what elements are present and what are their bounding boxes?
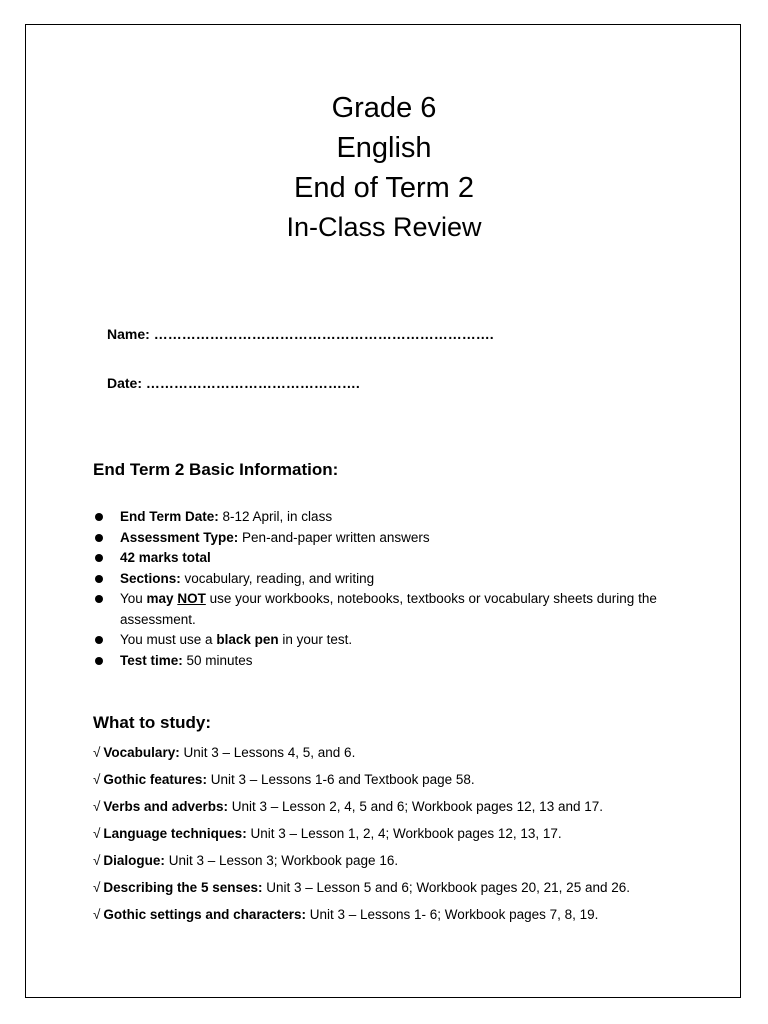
checkmark-icon: √	[93, 853, 101, 868]
item-bold: Vocabulary:	[103, 745, 180, 760]
list-item	[93, 630, 693, 651]
basic-info-heading: End Term 2 Basic Information:	[93, 460, 339, 479]
list-item	[93, 847, 713, 874]
name-blank: ……………………………………………………………….	[153, 326, 494, 342]
bullet-icon	[95, 636, 103, 644]
list-item	[93, 589, 693, 630]
bullet-icon	[95, 554, 103, 562]
item-text: in your test.	[278, 632, 353, 647]
list-item	[93, 901, 713, 928]
date-field	[107, 375, 360, 391]
item-bold: 42 marks total	[120, 550, 211, 565]
item-text: Pen-and-paper written answers	[238, 529, 430, 545]
title-grade: Grade 6	[331, 92, 437, 124]
list-item	[93, 766, 713, 793]
item-bold: Test time:	[120, 652, 183, 668]
list-item	[93, 548, 693, 569]
bullet-icon	[95, 657, 103, 665]
list-item	[93, 874, 713, 901]
title-term: End of Term 2	[293, 172, 474, 204]
list-item	[93, 651, 693, 672]
item-text: You	[120, 591, 147, 606]
item-bold: Gothic settings and characters:	[103, 907, 306, 922]
item-bold: black pen	[216, 632, 279, 647]
checkmark-icon: √	[93, 745, 101, 760]
item-text: Unit 3 – Lesson 2, 4, 5 and 6; Workbook pages 12, 13 and 17.	[227, 799, 603, 814]
item-text: Unit 3 – Lesson 1, 2, 4; Workbook pages 12, 13, 17.	[246, 826, 562, 841]
checkmark-icon: √	[93, 907, 101, 922]
title-subject: English	[336, 132, 432, 164]
item-text: You must use a	[120, 632, 217, 647]
checkmark-icon: √	[93, 826, 101, 841]
list-item	[93, 569, 693, 590]
item-bold: Verbs and adverbs:	[103, 799, 228, 814]
item-text: Unit 3 – Lesson 3; Workbook page 16.	[164, 853, 399, 868]
list-item	[93, 739, 713, 766]
list-item	[93, 507, 693, 528]
study-heading: What to study:	[93, 713, 212, 732]
list-item	[93, 793, 713, 820]
study-list	[93, 739, 713, 928]
item-text: vocabulary, reading, and writing	[180, 570, 375, 586]
checkmark-icon: √	[93, 772, 101, 787]
item-bold: Dialogue:	[103, 853, 165, 868]
bullet-icon	[95, 595, 103, 603]
date-blank: ……………………………………….	[145, 375, 360, 391]
title-block	[0, 88, 768, 246]
title-review: In-Class Review	[286, 212, 482, 242]
checkmark-icon: √	[93, 799, 101, 814]
item-text: Unit 3 – Lessons 1-6 and Textbook page 58.	[206, 772, 475, 787]
item-bold: Gothic features:	[103, 772, 207, 787]
item-bold: Sections:	[120, 570, 181, 586]
item-bold: may	[146, 591, 178, 606]
item-bold: Assessment Type:	[120, 529, 239, 545]
bullet-icon	[95, 513, 103, 521]
item-text: use your workbooks, notebooks, textbooks or vocabulary sheets during the assessment.	[120, 591, 657, 627]
bullet-icon	[95, 534, 103, 542]
name-field	[107, 326, 494, 342]
item-bold: Language techniques:	[103, 826, 247, 841]
checkmark-icon: √	[93, 880, 101, 895]
item-text: Unit 3 – Lessons 4, 5, and 6.	[179, 745, 356, 760]
item-bold: Describing the 5 senses:	[103, 880, 263, 895]
bullet-icon	[95, 575, 103, 583]
list-item	[93, 528, 693, 549]
item-text: 8-12 April, in class	[218, 509, 333, 524]
name-label: Name:	[107, 326, 150, 342]
item-text: Unit 3 – Lesson 5 and 6; Workbook pages 20, 21, 25 and 26.	[262, 880, 630, 895]
item-bold: End Term Date:	[120, 509, 219, 524]
basic-info-list	[93, 507, 693, 671]
date-label: Date:	[107, 375, 143, 391]
item-underline: NOT	[177, 591, 206, 606]
item-text: 50 minutes	[182, 652, 253, 668]
list-item	[93, 820, 713, 847]
item-text: Unit 3 – Lessons 1- 6; Workbook pages 7, 8, 19.	[305, 907, 599, 922]
